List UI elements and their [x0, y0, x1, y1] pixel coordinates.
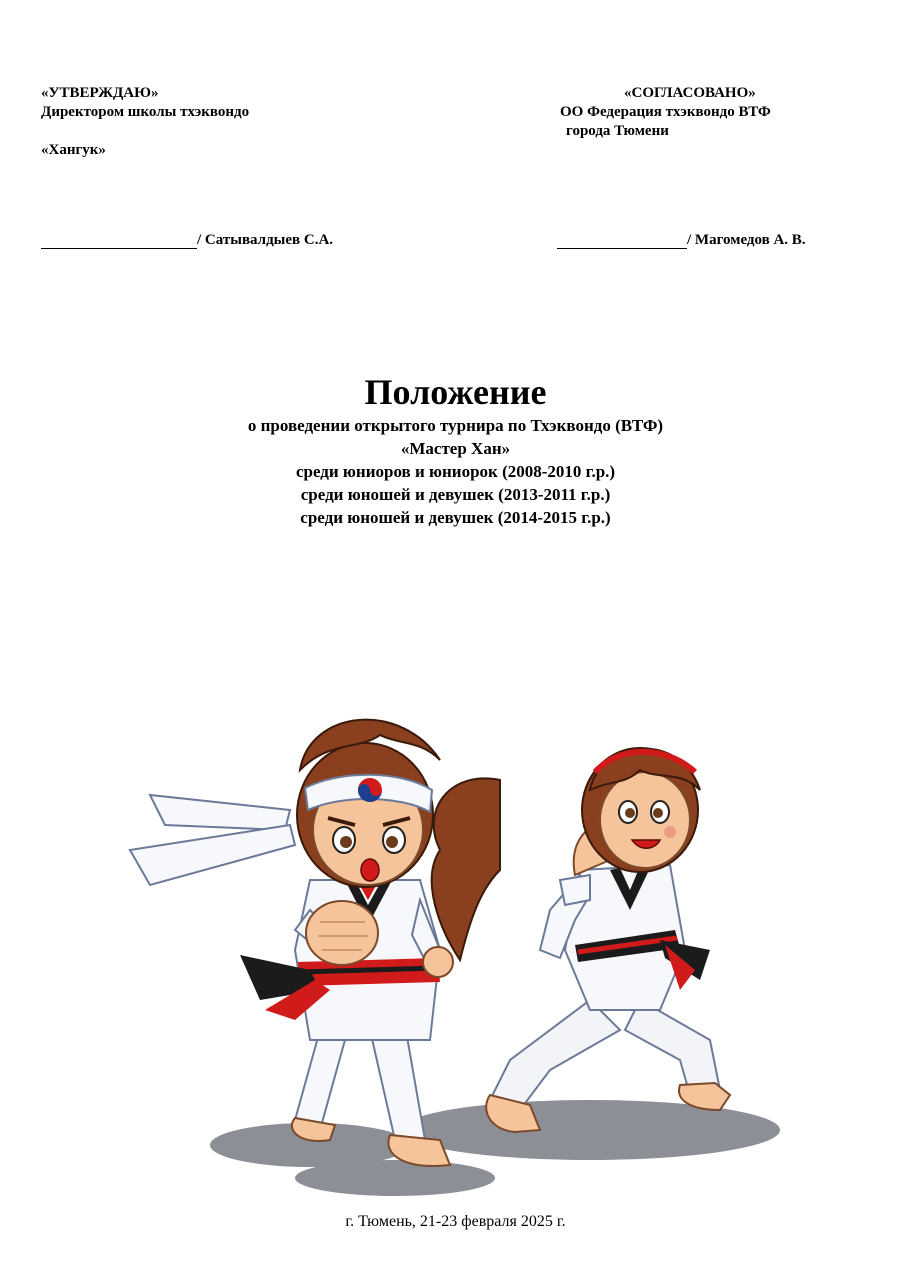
signature-line [557, 234, 687, 249]
signatory-left: / Сатывалдыев С.А. [197, 232, 334, 248]
approval-right-city: города Тюмени [566, 123, 669, 139]
approval-left-school: «Хангук» [41, 142, 106, 158]
boy-figure [130, 720, 453, 1166]
signature-line [41, 234, 197, 249]
subtitle-line-4: среди юношей и девушек (2013-2011 г.р.) [300, 485, 611, 504]
boy-shadow-front [295, 1160, 495, 1196]
approval-right-heading: «СОГЛАСОВАНО» [624, 85, 756, 101]
subtitle-line-1: о проведении открытого турнира по Тхэквондо (ВТФ) [247, 416, 664, 435]
subtitle-line-5: среди юношей и девушек (2014-2015 г.р.) [300, 508, 611, 527]
signatory-right: / Магомедов А. В. [687, 232, 806, 248]
page-title: Положение [364, 372, 547, 412]
footer-place-date: г. Тюмень, 21-23 февраля 2025 г. [345, 1213, 566, 1230]
approval-left-position: Директором школы тхэквондо [41, 104, 250, 120]
taekwondo-kids-illustration [120, 700, 780, 1200]
approval-left-heading: «УТВЕРЖДАЮ» [41, 85, 159, 101]
approval-right-organization: ОО Федерация тхэквондо ВТФ [560, 104, 771, 120]
girl-figure [432, 748, 730, 1132]
subtitle-line-2: «Мастер Хан» [400, 439, 511, 458]
title-block [0, 370, 911, 529]
signature-right [557, 232, 806, 249]
approval-right [560, 84, 771, 141]
girl-shadow [400, 1100, 780, 1160]
approval-left [41, 84, 249, 160]
signature-left [41, 232, 333, 249]
subtitle-line-3: среди юниоров и юниорок (2008-2010 г.р.) [295, 462, 616, 481]
